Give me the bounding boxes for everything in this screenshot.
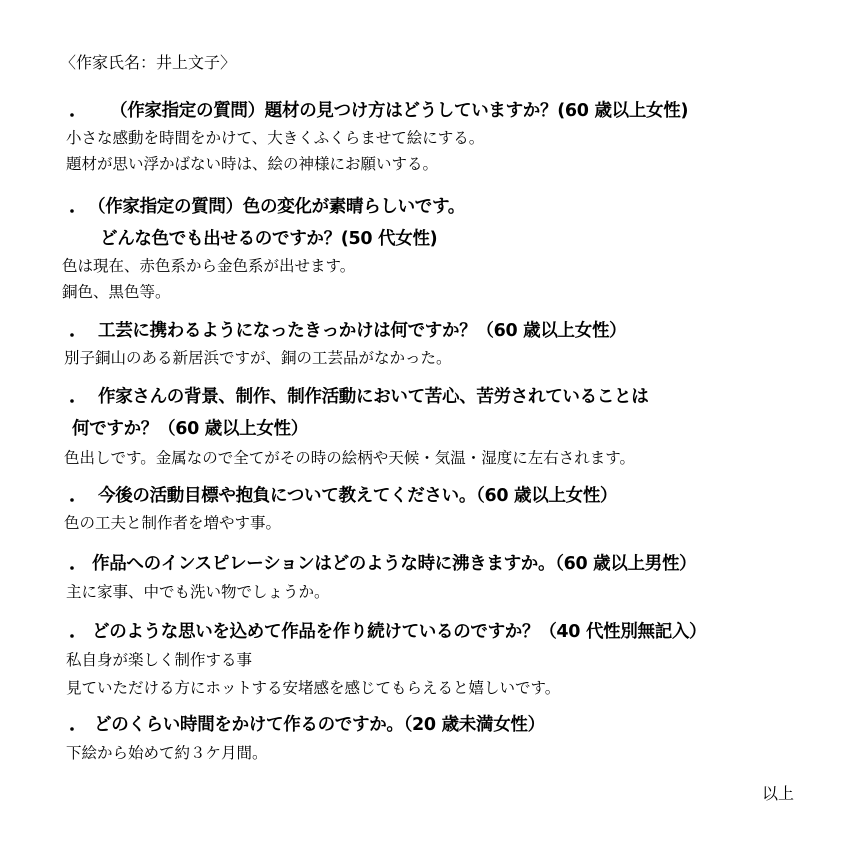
closing-text: 以上 bbox=[762, 784, 795, 803]
question-text: どのような思いを込めて作品を作り続けているのですか？（40 代性別無記入） bbox=[92, 622, 707, 642]
question-text: 工芸に携わるようになったきっかけは何ですか？（60 歳以上女性） bbox=[98, 321, 627, 341]
answer-text: 小さな感動を時間をかけて、大きくふくらませて絵にする。 bbox=[66, 129, 485, 147]
question-text: （作家指定の質問）題材の見つけ方はどうしていますか？(60 歳以上女性) bbox=[110, 101, 689, 121]
answer-text: 下絵から始めて約３ケ月間。 bbox=[66, 744, 268, 762]
answer-text: 題材が思い浮かばない時は、絵の神様にお願いする。 bbox=[66, 155, 439, 173]
answer-text: 銅色、黒色等。 bbox=[62, 283, 171, 301]
bullet-icon: ・ bbox=[64, 491, 81, 510]
answer-text: 私自身が楽しく制作する事 bbox=[66, 651, 253, 669]
answer-text: 色出しです。金属なので全てがその時の絵柄や天候・気温・湿度に左右されます。 bbox=[64, 449, 636, 467]
question-text: 今後の活動目標や抱負について教えてください。（60 歳以上女性） bbox=[98, 486, 618, 506]
answer-text: 主に家事、中でも洗い物でしょうか。 bbox=[66, 583, 330, 601]
question-text: 作品へのインスピレーションはどのような時に沸きますか。（60 歳以上男性） bbox=[92, 554, 697, 574]
bullet-icon: ・ bbox=[64, 106, 81, 125]
bullet-icon: ・ bbox=[64, 392, 81, 411]
question-text: 作家さんの背景、制作、制作活動において苦心、苦労されていることは bbox=[98, 387, 649, 407]
question-text: 何ですか？（60 歳以上女性） bbox=[72, 419, 308, 439]
bullet-icon: ・ bbox=[64, 326, 81, 345]
bullet-icon: ・ bbox=[64, 202, 81, 221]
question-text: どんな色でも出せるのですか？(50 代女性) bbox=[100, 229, 438, 249]
answer-text: 色は現在、赤色系から金色系が出せます。 bbox=[62, 257, 356, 275]
answer-text: 色の工夫と制作者を増やす事。 bbox=[64, 514, 282, 532]
question-text: （作家指定の質問）色の変化が素晴らしいです。 bbox=[88, 197, 465, 217]
answer-text: 見ていただける方にホットする安堵感を感じてもらえると嬉しいです。 bbox=[66, 679, 561, 697]
bullet-icon: ・ bbox=[64, 627, 81, 646]
question-text: どのくらい時間をかけて作るのですか。（20 歳未満女性） bbox=[94, 715, 545, 735]
answer-text: 別子銅山のある新居浜ですが、銅の工芸品がなかった。 bbox=[64, 349, 452, 367]
author-name-title: 〈作家氏名：井上文子〉 bbox=[60, 53, 237, 72]
bullet-icon: ・ bbox=[64, 559, 81, 578]
bullet-icon: ・ bbox=[64, 720, 81, 739]
